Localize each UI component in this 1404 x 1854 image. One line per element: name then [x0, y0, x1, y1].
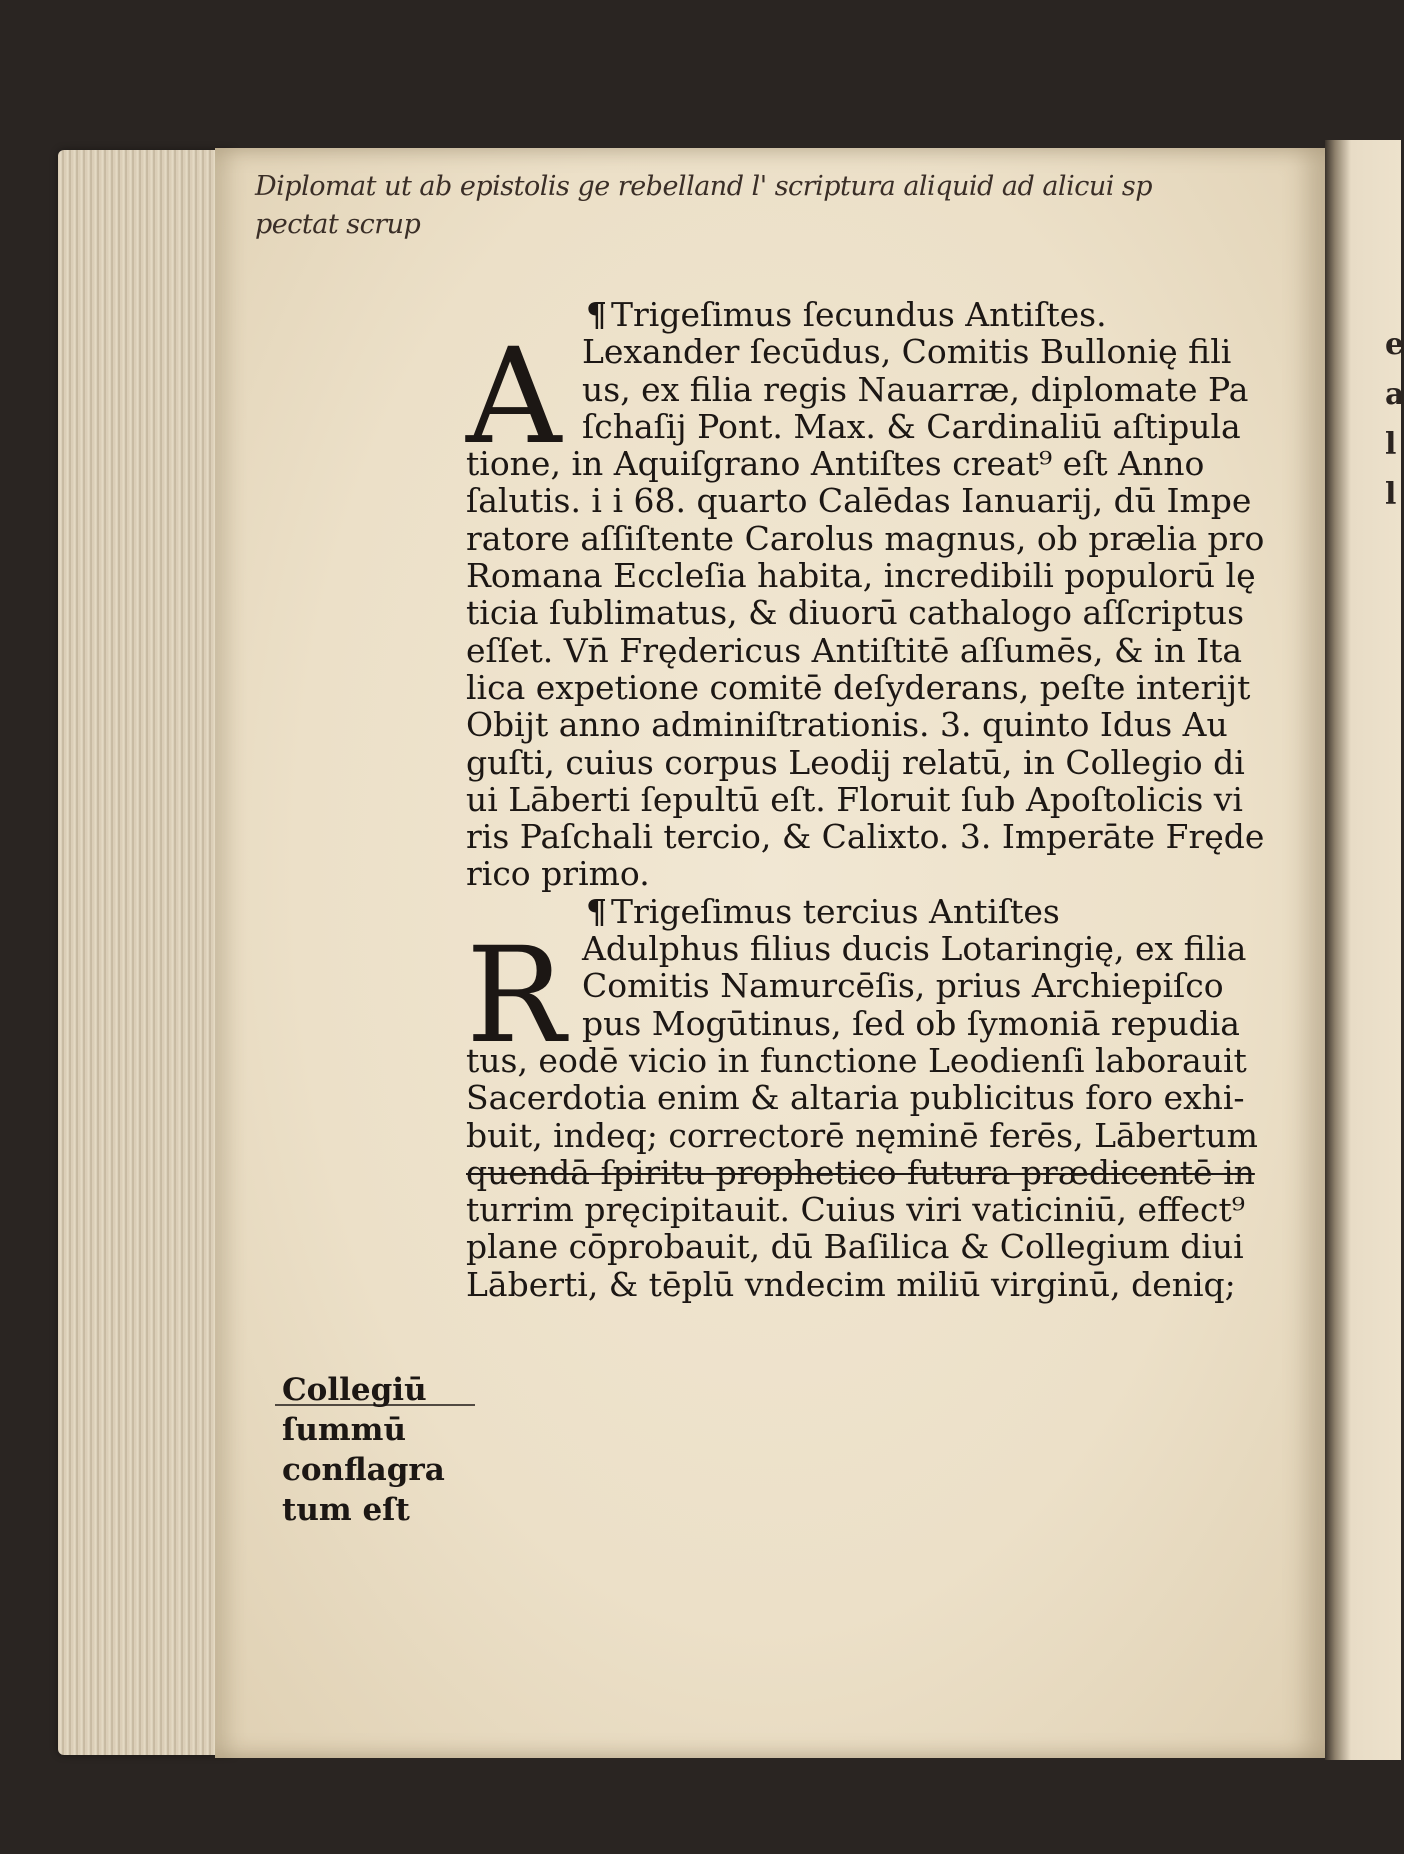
drop-cap: R — [466, 919, 566, 1074]
handwritten-line: Diplomat ut ab epistolis ge rebelland l' scriptura aliquid ad alicui sp — [255, 171, 1153, 202]
text-line: ſalutis. i i 68. quarto Calēdas Ianuarij, dū Impe — [466, 481, 1252, 521]
text-line: Romana Eccleſia habita, incredibili populorū lę — [466, 556, 1256, 596]
pilcrow-mark: ¶ — [586, 891, 607, 931]
section-heading — [466, 893, 1276, 930]
text-line: plane cōprobauit, dū Baſilica & Collegium diui — [466, 1227, 1244, 1267]
text-line: ui Lāberti ſepultū eſt. Floruit ſub Apoſtolicis vi — [466, 779, 1243, 819]
text-line: rico primo. — [466, 854, 650, 894]
heading-text: Trigeſimus ſecundus Antiſtes. — [611, 295, 1107, 334]
text-line: tione, in Aquiſgrano Antiſtes creat⁹ eſt Anno — [466, 444, 1205, 484]
text-line: buit, indeq; correctorē nęminē ferēs, Lābertum — [466, 1115, 1258, 1155]
text-line: ſchaſij Pont. Max. & Cardinaliū aſtipula — [582, 406, 1241, 446]
text-line: eſſet. Vn̄ Frędericus Antiſtitē aſſumēs, & in Ita — [466, 630, 1243, 670]
section-body — [466, 919, 1276, 1304]
text-line: pus Mogūtinus, ſed ob ſymoniā repudia — [582, 1003, 1240, 1043]
facing-page-fragments — [1385, 320, 1404, 520]
text-line: ratore aſſiſtente Carolus magnus, ob prælia pro — [466, 518, 1265, 558]
text-line: tus, eodē vicio in functione Leodienſi laborauit — [466, 1040, 1247, 1080]
section-heading — [466, 296, 1276, 333]
text-line: Obijt anno adminiſtrationis. 3. quinto Idus Au — [466, 705, 1228, 745]
text-line: guſti, cuius corpus Leodij relatū, in Collegio di — [466, 742, 1245, 782]
margin-note-line: conflagra — [282, 1452, 445, 1488]
margin-note-line: tum eſt — [282, 1492, 410, 1528]
main-text — [466, 296, 1276, 1303]
text-line: us, ex filia regis Nauarræ, diplomate Pa — [582, 369, 1249, 409]
text-line: Adulphus filius ducis Lotaringię, ex filia — [582, 929, 1247, 969]
page-edges — [58, 150, 233, 1755]
facing-fragment: l — [1385, 477, 1397, 512]
pilcrow-mark: ¶ — [586, 295, 607, 334]
text-line: turrim pręcipitauit. Cuius viri vaticiniū, effect⁹ — [466, 1190, 1245, 1230]
facing-fragment: e — [1385, 327, 1404, 362]
margin-note — [282, 1370, 462, 1530]
facing-fragment: a — [1385, 377, 1404, 412]
drop-cap: A — [466, 320, 562, 475]
heading-text: Trigeſimus tercius Antiſtes — [611, 891, 1060, 931]
text-line: ticia ſublimatus, & diuorū cathalogo aſſcriptus — [466, 593, 1245, 633]
text-line: quendā ſpiritu prophetico futura prædicentē in — [466, 1152, 1255, 1192]
text-line: Lāberti, & tēplū vndecim miliū virginū, deniq; — [466, 1264, 1236, 1304]
margin-note-line: ſummū — [282, 1412, 407, 1448]
handwritten-line: pectat scrup — [255, 209, 421, 240]
text-line: Lexander ſecūdus, Comitis Bullonię fili — [582, 332, 1232, 372]
margin-note-line: Collegiū — [282, 1372, 427, 1408]
text-line: lica expetione comitē deſyderans, peſte interijt — [466, 667, 1251, 707]
text-line: ris Paſchali tercio, & Calixto. 3. Imperāte Fręde — [466, 817, 1265, 857]
section-body — [466, 320, 1276, 894]
handwritten-annotation — [255, 168, 1315, 244]
text-line: Comitis Namurcēſis, prius Archiepiſco — [582, 966, 1224, 1006]
facing-fragment: l — [1385, 427, 1397, 462]
text-line: Sacerdotia enim & altaria publicitus foro exhi- — [466, 1078, 1245, 1118]
